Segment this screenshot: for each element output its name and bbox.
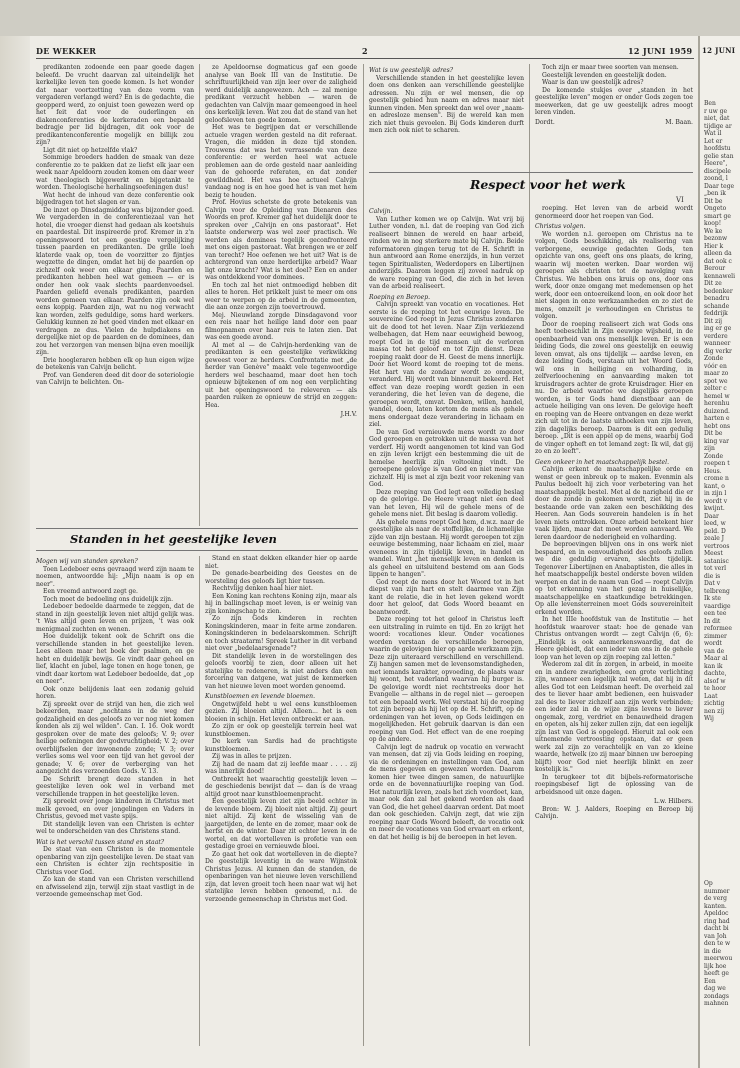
text-fragment: mahnen: [704, 1000, 729, 1007]
page-edge-stack: [0, 36, 30, 1068]
text-fragment: zondags: [704, 992, 729, 1000]
paragraph: Mej. Nieuwland zorgde Dinsdagavond voor een reis naar het heilige land door een paar filmopnamen over haar reis te laten zien. Dat was een goede avond.: [205, 311, 357, 341]
paragraph: De van God vernieuwde mens wordt zo door God geroepen en getrokken uit de massa van het verderf. Hij wordt aangenomen tot kind van God en zijn leven krijgt een bestemming die uit de hemelse heerlijk zijn voltooiing vindt. De geroepene gelovige is van God en niet meer van zichzelf. Hij is met al zijn bezit voor rekening van God.: [369, 428, 524, 488]
text-fragment: tot verl: [704, 565, 727, 572]
text-fragment: Dit zij: [704, 317, 722, 325]
text-fragment: Hier k: [704, 242, 724, 250]
paragraph: Deze roeping van God legt een volledig beslag op de gelovige. De Heere vraagt niet een deel van het leven, Hij wil de gehele mens of de gehele mens niet. Dit beslag is daarom volledig.: [369, 488, 524, 518]
text-fragment: satanisc: [704, 557, 729, 565]
text-fragment: Maar al: [704, 655, 728, 662]
column-3-body: [369, 205, 524, 1045]
text-fragment: schande: [704, 302, 730, 310]
text-fragment: wanneer: [704, 340, 731, 347]
paragraph: Door de roeping realiseert zich wat Gods ons heeft toebeschikt in Zijn eeuwige wijsheid, in de openbaarheid van ons menselijk leven. Er is een leiding Gods, die zowel ons geestelijk en eeuwig leven omvat, als ons tijdelijk — aardse leven, en deze leiding Gods, verstaan uit het Woord Gods, wil ons in heiliging en volharding, in zelfverloochening en aanvaarding maken tot kruisdragers achter de grote Kruisdrager. Hier en nu. De arbeid waartoe we dagelijks geroepen worden, is ter Gods hand dienstbaar aan de actuele heiliging van ons leven. De gelovige heeft en roeping van de Heere ontvangen en deze werkt zich uit tot in de laatste uithoeken van zijn leven, zijn dagelijks beroep. Daarom is dit een gedulig beroep. „Dit is een appèl op de mens, waarbij God de vinger opheft en tot lemand zegt: Ik wil, dat gij zo en zo leeft".: [535, 320, 693, 455]
paragraph: Deze roeping tot het geloof in Christus leeft een uitstraling in ruimte en tijd. En zo krijgt het woord: vocationes kleur. Onder vocationes worden verstaan de verschillende beroepen, waarin de gelovigen hier op aarde werkzaam zijn. Deze zijn uiteraard verschillend en verschillend. Zij hangen samen met de levensomstandigheden, met iemands karakter, opvoeding, de plaats waar hij woont, het vaderland waarvan hij burger is. De gelovige wordt niet rechtstreeks door het Evangelie — althans in de regel niet — geroepen tot een bepaald werk. Wel verstaat hij de roeping tot zijn beroep als hij let op de H. Schrift, op de ordeningen van het leven, op Gods leidingen en mogelijkheden. Het gebruik daarvan is dan een roeping van God. Het effect van de ene roeping op de andere.: [369, 616, 524, 743]
paragraph: Een Koning kan rechtens Koning zijn, maar als hij in ballingschap moet leven, is er weinig van zijn koningschap te zien.: [205, 592, 357, 615]
subheading: Mogen wij van standen spreken?: [36, 558, 138, 565]
column-separator: [529, 64, 530, 1046]
text-fragment: Zonde: [704, 452, 724, 460]
text-fragment: van de: [704, 647, 725, 655]
text-fragment: in zijn l: [704, 490, 727, 497]
column-1-bottom: [36, 555, 194, 1045]
text-fragment: In dit: [704, 617, 721, 625]
text-fragment: spot we: [704, 377, 728, 385]
text-fragment: Heus.: [704, 467, 722, 475]
column-2-bottom: [205, 555, 357, 1045]
article-divider: [36, 550, 358, 551]
paragraph: Ligt dit niet op hetzelfde vlak?: [43, 146, 138, 154]
article-divider: [36, 528, 358, 529]
paragraph: Wederom zal dit in zorgen, in arbeid, in moeite en in andere zwarigheden, een grote verlichting zijn, wanneer een iegelijk zal weten, dat hij in dit alles God tot een Leidsman heeft. De overheid zal des te liever haar ambt bedienen, een huisvader zal des te liever zichzelf aan zijn werk verbinden; een ieder zal in de wijze zijns levens te liever ongemak, zorg, verdriet en benauwdheid dragen en opeten, als hij zeker zullen zijn, dat een iegelijk zijn last van God is opgelegd. Hieruit zal ook een uitnemende vertroosting opstaan, dat er geen werk zal zijn zo verachtelijk en van zo kleine waarde, hetwelk (zo zij maar binnen uw beroeping blijft) voor God niet heerlijk blinkt en zeer kostelijk is.": [535, 661, 693, 773]
subheading: Calvijn.: [369, 208, 393, 215]
text-fragment: Wat il: [704, 130, 722, 137]
text-fragment: de verg: [704, 895, 727, 902]
text-fragment: zichtig: [704, 700, 725, 707]
signature-name: M. Baan.: [665, 118, 693, 126]
author-signature-row: [535, 119, 693, 127]
column-separator: [363, 64, 364, 1046]
paragraph: In het IIIe hoofdstuk van de Institutie — het hoofdstuk waarover staat: hoe de genade van Christus ontvangen wordt — zegt Calvijn (6, 6): „Eindelijk is ook aanmerkenswaardig, dat de Heere gebiedt, dat een ieder van ons in de gehele loop van het leven op zijn roeping zal letten.": [535, 616, 693, 661]
text-fragment: crome n: [704, 475, 729, 482]
text-fragment: alleen da: [704, 250, 732, 257]
paragraph: De komende stukjes over „standen in het geestelijke leven" mogen er onder Gods zegen toe meewerken, dat ge uw geestelijk adres moogt leren vinden.: [535, 86, 693, 116]
paragraph: Zij was in alles te prijzen.: [212, 753, 292, 760]
text-fragment: dacht bi: [704, 925, 729, 932]
text-fragment: kant, o: [704, 482, 725, 490]
paragraph: Ongetwijfeld hebt u wel eens kunstbloemen gezien. Zij bloeien altijd. Alleen... het is een bloeien in schijn. Het leven ontbreekt er aan.: [205, 700, 357, 723]
text-fragment: Ik ste: [704, 595, 721, 602]
article-divider: [369, 172, 693, 173]
paragraph: Prof. Hovius schetste de grote betekenis van Calvijn voor de Opleiding van Dienaren des Woords en prof. Kremer gaf het duidelijk door te spreken over „Calvijn en ons pastoraat". Het laatste onderwerp was wel zeer practisch. We werden als dominees tegelijk geconfronteerd met ons eigen pastoraat. Wat brengen we er zelf van terecht? Hoe oefenen we het uit? Wat is de achtergrond van onze herderlijke arbeid? Waar ligt onze kracht? Wat is het doel? Een en ander was ontdekkend voor dominees.: [205, 199, 357, 281]
paragraph: De kerk van Sardis had de prachtigste kunstbloemen.: [205, 738, 357, 753]
subheading: Christus volgen.: [535, 223, 586, 230]
text-fragment: ring had: [704, 917, 730, 925]
text-fragment: koop!: [704, 220, 722, 227]
text-fragment: vaardige: [704, 602, 731, 610]
text-fragment: hebt ons: [704, 422, 731, 430]
text-fragment: zeale J: [704, 535, 725, 542]
paragraph: L.w. Hilbers.: [653, 798, 693, 805]
paragraph: Zij spreekt over jonge kinderen in Christus met melk gevoed, en over jongelingen en Vaders in Christus, gevoed met vaste spijs.: [36, 798, 194, 820]
text-fragment: feddrijk: [704, 310, 728, 317]
text-fragment: We ke: [704, 227, 723, 235]
paragraph: Het was te begrijpen dat er verschillende actuele vragen werden gesteld na dit referaat. Vragen, die midden in deze tijd stonden. Trouwens dat was het verrassende van deze conferentie: er werden heel wat actuele problemen aan de orde gesteld naar aanleiding van de gehoorde referaten, en dat zonder gewilddheid. Het was hoe actueel Calvijn vandaag nog is en hoe goed het is van met hem bezig te houden.: [205, 124, 357, 199]
text-fragment: gelie stan: [704, 152, 734, 160]
text-fragment: nen zij: [704, 707, 725, 715]
text-fragment: peld. D: [704, 527, 726, 535]
text-fragment: wordt: [704, 640, 722, 647]
paragraph: Toen Ledeboer eens gevraagd werd zijn naam te noemen, antwoordde hij: „Mijn naam is op en neer".: [36, 565, 194, 588]
text-fragment: bedenker: [704, 287, 733, 295]
text-fragment: „ben ik: [704, 190, 726, 197]
text-fragment: Een: [704, 977, 716, 985]
paragraph: Van Luther komen we op Calvijn. Wat vrij bij Luther vonden, n.l. dat de roeping van God zich realiseert binnen de wereld en haar arbeid, vinden we in nog sterkere mate bij Calvijn. Beide reformatoren gingen terug tot de H. Schrift in hun antwoord aan Rome enerzijds, in hun verzet tegen Spiritualisten, Wederdopers en Libertijnen anderzijds. Daarom leggen zij zoveel nadruk op de ware roeping van God, die zich in het leven van de arbeid realiseert.: [369, 215, 524, 290]
text-fragment: wordt v: [704, 497, 728, 505]
text-fragment: nummer: [704, 887, 730, 895]
text-fragment: die is: [704, 572, 721, 580]
text-fragment: Berour: [704, 265, 726, 272]
text-fragment: duizend.: [704, 407, 730, 415]
text-fragment: alsof w: [704, 677, 726, 685]
text-fragment: een tee: [704, 610, 727, 617]
paragraph: Als gehele mens roept God hem, d.w.z. naar de geestelijke als naar de stoffelijke, de lichamelijke zijde van zijn bestaan. Hij wordt geroepen tot zijn eeuwige bestemming, naar lichaam en ziel, maar eveneens in zijn tijdelijk leven, in handel en wandel. Want „het menselijk leven en denken is als geheel en uitsluitend bestemd om aan Gods lippen te hangen".: [369, 518, 524, 578]
paragraph: We worden n.l. geroepen om Christus na te volgen, Gods beschikking, als realisering van verborgene, eeuwige gedachten Gods, ten opzichte van ons, geeft ons ons plaats, de kring, waarin wij moeten werken. Daar worden wij geroepen als christen tot de navolging van Christus. We hebben ons kruis op ons, door ons werk, door onze omgang met medemensen op het werk, door een ontoereikend loon, en ook door het niet slagen in onze werkzaamheden en zo ziet de mens, omzeilt je verhoudingen en Christus te volgen.: [535, 230, 693, 320]
text-fragment: Op: [704, 880, 713, 887]
text-fragment: smart ge: [704, 212, 731, 220]
subheading: Roeping en Beroep.: [369, 293, 431, 301]
text-fragment: Dit be: [704, 430, 723, 437]
text-fragment: zoond, l: [704, 175, 728, 182]
subheading: Geen onkeer in het maatschappelijk bestel.: [535, 458, 670, 466]
column-separator: [199, 64, 200, 526]
text-fragment: lijk hoe: [704, 962, 727, 970]
next-page-text-fragments: [704, 100, 738, 722]
paragraph: In terugkeer tot dit bijbels-reformatorische roepingsbesef ligt de oplossing van de arbeidsnood uit onze dagen.: [535, 773, 693, 796]
page-number: 2: [362, 46, 368, 56]
paragraph: Geestelijk levenden en geestelijk doden.: [542, 71, 667, 79]
paragraph: Zo zijn er ook op geestelijk terrein heel wat kunstbloemen.: [205, 723, 357, 738]
paragraph: Ook onze belijdenis laat een zodanig geluid horen.: [36, 685, 194, 700]
text-fragment: Dit ze: [704, 280, 722, 287]
paragraph: Zo zijn Gods kinderen in rechten Koningskinderen, maar in feite arme zondaren. Koningskinderen in bedelaarskommen. Schrijft en toch straatarm! Spreek Luther in dit verband niet over „bedelaarsgenade"?: [205, 615, 357, 652]
text-fragment: vertroos: [704, 542, 730, 550]
column-4-top: [535, 64, 693, 174]
column-3-top: [369, 64, 524, 174]
text-fragment: herenhu: [704, 400, 730, 407]
paragraph: En toch zal het niet ontmoedigd hebben dit alles te horen. Het prikkelt juist te meer om ons weer te werpen op de arbeid in de gemeenten, die aan onze zorgen zijn toevertrouwd.: [205, 281, 357, 311]
paragraph: De inzet op Dinsdagmiddag was bijzonder goed. We vergaderden in de conferentiezaal van het hotel, die vroeger dienst had gedaan als koetshuis en paardestal. Dit inspireerde prof. Kremer in z'n openingswoord tot een geestige vergelijking tussen paarden en predikanten. De grille loeh klaterde vaak op, toen de voorzitter zo fijntjes wegzette de dingen, omdat het bij de paarden op zichzelf ook weer om elkaar ging. Paarden en predikanten hebben heel wat gemeen — er is onder hen ook vaak slechts paardenvoedsel. Paarden geliefd evenals predikanten, paarden worden gemeen van elkaar. Paarden zijn ook wel eens koppig. Paarden zijn, wat nu nog verwacht kan worden, zelfs geduldige, soms hard werkers. Gelukkig kunnen ze het goed vinden met elkaar en verdragen ze dus. Vielen de hulpdiakens en dergelijke niet op de paarden en de dominees, dan zou het verzorgen van mensen bijna even moeilijk zijn.: [36, 206, 194, 356]
paragraph: Hoe duidelijk tekent ook de Schrift ons die verschillende standen in het geestelijke leven. Lees alleen maar het boek der psalmen, en ge hebt en duidelijk bewijs. Ge vindt daar geheel en lief, klacht en jubel, lage tonen en hoge tonen, ge vindt daar kortom wat Ledeboer bedoelde, dat „op en neer".: [36, 633, 194, 685]
text-fragment: kennaweli: [704, 272, 736, 280]
paragraph: roeping. Het leven van de arbeid wordt genormeerd door het roepen van God.: [535, 205, 693, 220]
paragraph: Al met al — de Calvijn-herdenking van de predikanten is een geestelijke verkwikking geweest voor ze herders. Confrontatie met „de herder van Genève" maakt vele tegenwoordige herders wel beschaamd, maar doet hen toch opnieuw bijtekenen of om nog een verplichting uit het openingswoord te releveren — als paarden ruiken ze opnieuw de strijd en zeggen: Hea.: [205, 341, 357, 409]
paragraph: Ledeboer bedoelde daarmede te zeggen, dat de stand in zijn geestelijk leven niet altijd gelijk was. 't Was altijd geen leven en prijzen, 't was ook menigmaal zuchten en wenen.: [36, 603, 194, 633]
next-page-bottom-fragments: [704, 880, 738, 1060]
paragraph: Calvijn erkent de maatschappelijke orde en wenst er geen inbreuk op te maken. Evenmin als Paulus bedoelt hij zich voor verbetering van het maatschappelijk bestel. Met al de narigheid die er door de zonde in gekomen wordt, ziet hij in de bestaande orde van zaken een beschikking des Heeren. Aan Gods souverein handelen is in het leven niets onttrokken. Onze arbeid betekent hier vaak lijden, maar dat moet worden aanvaard. We leren daardoor de nederigheid en volharding.: [535, 466, 693, 541]
text-fragment: in die: [704, 947, 722, 955]
text-fragment: vóór en: [704, 362, 727, 370]
paragraph: Een vreemd antwoord zegt ge.: [43, 588, 138, 595]
text-fragment: Ongeto: [704, 205, 727, 212]
text-fragment: Meest: [704, 550, 723, 557]
text-fragment: Apeldoc: [704, 910, 729, 917]
article-title-respect: Respect voor het werk: [470, 177, 626, 192]
text-fragment: hoofdstu: [704, 145, 731, 152]
text-fragment: Daar: [704, 512, 719, 520]
paragraph: Dit standelijk leven in de worstelingen des geloofs voorbij te zien, door alleen uit het statelijke te redeneren, is niet anders dan een forcering van datgene, wat juist de kenmerken van het nieuwe leven moet worden genoemd.: [205, 652, 357, 690]
subheading: Wat is het verschil tussen stand en staat?: [36, 838, 165, 846]
text-fragment: harten e: [704, 415, 730, 422]
paragraph: ze Apeldoornse dogmaticus gaf een goede analyse van Boek III van de Institutie. De schriftuurlijkheid van zijn leer over de zaligheid werd duidelijk aangewezen. Ach — zal menige predikant verzucht hebben — waren de gedachten van Calvijn maar gemeengoed in heel ons kerkelijk leven. Wat zou dat de stand van het geloofsleven ten goede komen.: [205, 64, 357, 124]
text-fragment: dag we: [704, 985, 726, 992]
text-fragment: dat ook c: [704, 257, 732, 265]
text-fragment: bezonw: [704, 235, 728, 242]
text-fragment: den te w: [704, 940, 731, 947]
next-page-header-date: 12 JUNI: [702, 46, 736, 55]
paragraph: Drie hoogleraren hebben elk op hun eigen wijze de betekenis van Calvijn belicht.: [36, 356, 194, 371]
paragraph: De staat van een Christen is de momentele openbaring van zijn geestelijke leven. De staat van een Christen is echter zijn rechtspositie in Christus voor God.: [36, 846, 194, 876]
paragraph: Dit standelijk leven van een Christen is echter wel te onderscheiden van des Christens stand.: [36, 820, 194, 835]
header-rule: [36, 58, 694, 59]
text-fragment: Dit be: [704, 197, 723, 205]
text-fragment: hemel w: [704, 392, 730, 400]
column-4-body: [535, 205, 693, 1045]
text-fragment: kwijnt.: [704, 505, 725, 512]
paragraph: predikanten zodoende een paar goede dagen beleefd. De vrucht daarvan zal uiteindelijk het kerkelijke leven ten goede komen. Is het wonder dat naar voortzetting van deze vorm van vergaderen verlangd werd? En is de gedachte, die geopperd werd, zo onjuist toen gewezen werd op het feit dat voor de ouderlingen en diakenconferenties de kerkeraden een bepaald bedragje per lid bijdragen, dit ook voor de predikantenconferentie mogelijk en billijk zou zijn?: [36, 64, 194, 146]
text-fragment: te hoor: [704, 685, 726, 692]
text-fragment: zijn: [704, 445, 715, 452]
text-fragment: niet, dat: [704, 115, 730, 122]
text-fragment: kanten.: [704, 902, 727, 910]
text-fragment: tijdige ar: [704, 122, 732, 130]
paragraph: Sommige broeders hadden de smaak van deze conferentie zo te pakken dat ze liefst elk jaar een week naar Apeldoorn zouden komen om daar weer wat theologisch bijgewerkt en bijgetankt te worden. Theologische herhalingsoefeningen dus!: [36, 154, 194, 191]
column-separator: [199, 556, 200, 1046]
text-fragment: benadru: [704, 295, 730, 302]
text-fragment: Wij: [704, 715, 714, 722]
paragraph: De beproevingen blijven ons in ons werk niet bespaard, en in eenvoudigheid des geloofs zullen we die geduldig ervaren, slechts tijdelijk. Tegenover Libertijnen en Anabaptisten, die alles in het maatschappelijk bestel onderste boven wilden werpen en dat in de naam van God — roept Calvijn op tot erkenning van het gezag in huiselijke, maatschappelijke en staatkundige betrekkingen. Op alle levensterreinen moet Gods souvereiniteit erkend worden.: [535, 541, 693, 616]
text-fragment: kan ik: [704, 662, 723, 670]
text-fragment: zelter c: [704, 385, 727, 392]
text-fragment: ing er ge: [704, 325, 732, 332]
masthead-left: DE WEKKER: [36, 46, 97, 56]
paragraph: Zo gaat het ook dat wortelleven in de diepte? De geestelijk leventig in de ware Wijnstok Christus Jezus. Al kunnen dan de standen, de openbaringen van het nieuwe leven verschillend zijn, dat leven groeit toch heen naar wat wij het statelijke leven hebben genoemd, n.l. de verzoende gemeenschap in Christus met God.: [205, 850, 357, 903]
paragraph: Zij spreekt over de strijd van hen, die zich wel bekeerden, maar „nochtans in de weg der godzaligheid en des geloofs zo ver nog niet komen konden als zij wel wilden". Can. I. 16. Ook wordt gesproken over de mate des geloofs; V. 9; over heilige oefeningen der godvruchtigheid; V. 2; over overblijfselen der inwonende zonde; V. 3; over verlies soms wel voor een tijd van het gevoel der genade; V. 6; over de verberging van het aangezicht des verzoenden Gods. V. 13.: [36, 700, 194, 775]
paragraph: De Schrift brengt deze standen in het geestelijke leven ook wel in verband met verschillende trappen in het geestelijke leven.: [36, 775, 194, 798]
article-title-standen: Standen in het geestelijke leven: [70, 532, 277, 546]
subheading: Wat is uw geestelijk adres?: [369, 67, 454, 74]
paragraph: Verschillende standen in het geestelijke leven doen ons denken aan verschillende geestelijke adressen. Nu zijn er wel mensen, die op geestelijk gebied hun naam en adres maar niet kunnen vinden. Men spreekt dan wel over „naam- en adresloze mensen". Bij de wereld kan men zich niet thuis gevoelen. Bij Gods kinderen durft men zich ook niet te scharen.: [369, 74, 524, 134]
text-fragment: dig verkr: [704, 347, 732, 355]
text-fragment: telbreng: [704, 587, 730, 595]
paragraph: Bron: W. J. Aalders, Roeping en Beroep bij Calvijn.: [535, 805, 693, 820]
paragraph: Toch moet de bedoeling ons duidelijk zijn.: [43, 595, 174, 603]
text-fragment: leed, w: [704, 520, 726, 527]
paragraph: Wat hecht de inhoud van deze conferentie ook bijgedragen tot het slagen er van.: [36, 191, 194, 206]
text-fragment: van Joh: [704, 932, 727, 940]
text-fragment: Ben: [704, 100, 716, 107]
text-fragment: meerwou: [704, 955, 733, 962]
text-fragment: verdere: [704, 332, 728, 340]
text-fragment: roepen t: [704, 460, 730, 467]
text-fragment: heeft ge: [704, 970, 729, 977]
paragraph: God roept de mens door het Woord tot in het diepst van zijn hart en stelt daarmee van Zijn kant de relatie, die in het leven gekend wordt door het geloof, dat Gods Woord beaamt en beantwoordt.: [369, 578, 524, 616]
text-fragment: maar zo: [704, 370, 729, 377]
header-date: 12 JUNI 1959: [628, 46, 693, 56]
text-fragment: Zonde: [704, 355, 724, 362]
signature-place: Dordt.: [535, 118, 555, 126]
column-2-top: [205, 64, 357, 526]
text-fragment: discipele: [704, 167, 731, 175]
column-1-top: [36, 64, 194, 522]
paragraph: Calvijn legt de nadruk op vocatio en verwacht van mensen, dat zij via Gods leiding en roeping, via de ordeningen en instellingen van God, aan de mens gegeven en gewezen worden. Daarom komen hier twee dingen samen, de natuurlijke orde en de bovennatuurlijke roeping van God. Het natuurlijk leven, zoals het zich voordoet, kan, maar ook dan zal het gekend worden als daad van God, die het geheel daarvan ordent. Dat moet dan ook geschieden. Calvijn zegt, dat wie zijn roeping naar Gods Woord beleeft, de vocatio ook en meer de vocationes van God ervaart en erkent, en dat het heilig is bij de beroepen in het leven.: [369, 743, 525, 841]
text-fragment: r uw ge: [704, 107, 728, 115]
paragraph: Rechtvlijg denken haal hier niet.: [212, 585, 313, 592]
paragraph: Zo kan de stand van een Christen verschillend en afwisselend zijn, terwijl zijn staat vastligt in de verzoende gemeenschap met God.: [36, 876, 194, 898]
text-fragment: dachte,: [704, 670, 727, 677]
article-part-number: VI: [676, 196, 684, 204]
text-fragment: Dat v: [704, 580, 721, 587]
text-fragment: king var: [704, 437, 730, 445]
paragraph: Waar is dan uw geestelijk adres?: [542, 79, 644, 86]
text-fragment: Daar tege: [704, 182, 735, 190]
paragraph: Prof. van Genderen deed dit door de soteriologie van Calvijn te belichten. On-: [36, 371, 194, 386]
paragraph: De genade-bearbeiding des Geestes en de worsteling des geloofs ligt hier tussen.: [205, 570, 357, 585]
text-fragment: Laat: [704, 692, 718, 700]
paragraph: Zij had de naam dat zij leefde maar . . . . zij was innerlijk dood!: [205, 760, 357, 775]
subheading: Kunstbloemen en levende bloemen.: [205, 693, 316, 700]
paragraph: Toch zijn er maar twee soorten van mensen.: [542, 64, 679, 71]
text-fragment: reformee: [704, 625, 732, 632]
text-fragment: Let er: [704, 137, 723, 145]
author-signature: J.H.V.: [340, 411, 357, 418]
text-fragment: Heere",: [704, 160, 728, 167]
paragraph: Een geestelijk leven ziet zijn beeld echter in de levende bloem. Zij bloeit niet altijd. Zij geurt niet altijd. Zij kent de wisseling van de jaargetijden, de lente en de zomer, maar ook de herfst en de winter. Daar zit echter leven in de wortel, en dat wortelleven is profetie van een gestadige groei en vernieuwde bloei.: [205, 798, 357, 850]
paragraph: Stand en staat dekken elkander hier op aarde niet.: [205, 555, 357, 570]
text-fragment: zimmer: [704, 632, 727, 640]
paragraph: Calvijn spreekt van vocatio en vocationes. Het eerste is de roeping tot het eeuwige leven. De souvereine God roept in Jezus Christus zondaren uit de dood tot het leven. Naar Zijn verkiezend welbehagen, dat Hem naar eeuwigheid bewoog, roept God in de tijd mensen uit de verloren massa tot het geloof en tot Zijn dienst. Deze roeping raakt door de H. Geest de mens innerlijk. Door het Woord komt de roeping tot de mens. Het hart van de zondaar wordt zo omgezet, veranderd. Hij wordt van binnenuit bekeerd. Het effect van deze roeping wordt gezien in een verandering, die het leven van de degene, die geroepen wordt, omvat. Denken, willen, handel, wandel, doen, laten kortom de mens als gehele mens ondergaat deze verandering in lichaam en ziel.: [369, 301, 524, 428]
paragraph: Ontbreekt het waarachtig geestelijk leven — de geschiedenis bewijst dat — dan is de vraag altijd groot naar kunstbloemenpracht.: [205, 775, 357, 798]
